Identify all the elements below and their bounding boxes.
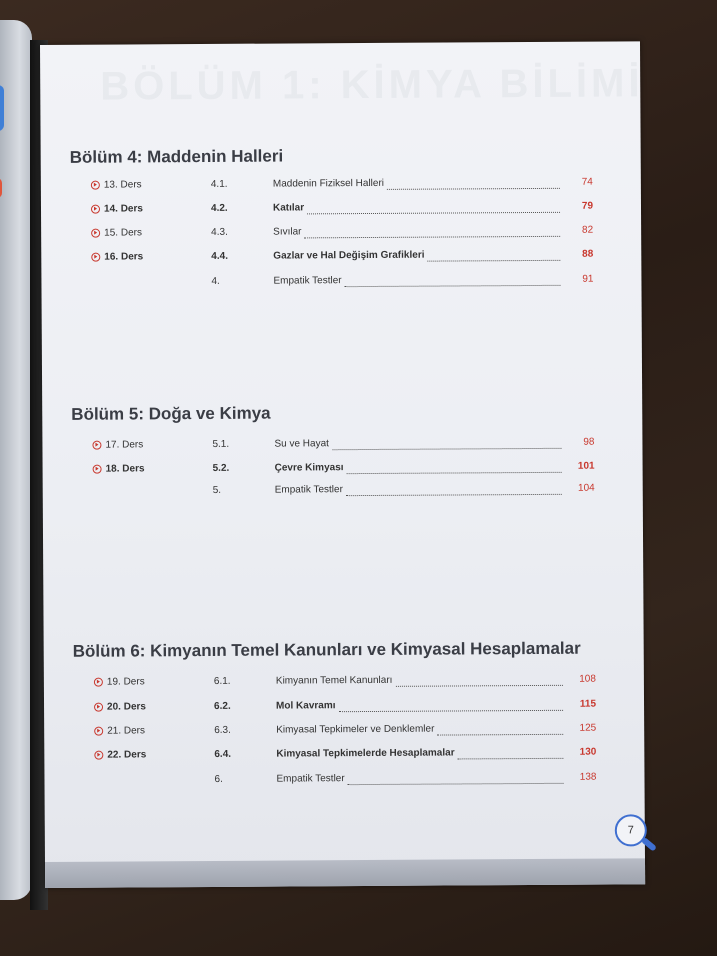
page-number: 7 <box>627 824 634 837</box>
dot-leader <box>332 448 561 450</box>
topic-page-number: 91 <box>582 273 594 285</box>
dot-leader <box>339 710 563 712</box>
lesson-label <box>94 725 145 736</box>
topic-page-number: 138 <box>579 771 597 783</box>
topic-page-number: 108 <box>579 673 596 685</box>
dot-leader <box>428 260 561 262</box>
lesson-number: 20. Ders <box>107 701 147 713</box>
topic-page-number: 74 <box>581 176 593 188</box>
topic-code: 4. <box>211 275 220 287</box>
topic-page-number: 88 <box>582 248 594 260</box>
lesson-number: 17. Ders <box>105 439 144 451</box>
dot-leader <box>307 212 560 215</box>
topic-title: Kimyasal Tepkimeler ve Denklemler <box>276 723 435 736</box>
lesson-label <box>94 701 146 712</box>
section-title: Bölüm 6: Kimyanın Temel Kanunları ve Kimyasal Hesaplamalar <box>72 638 581 661</box>
toc-row[interactable] <box>41 248 641 270</box>
magnifier-handle-icon <box>641 837 657 852</box>
toc-row[interactable] <box>41 176 641 198</box>
lesson-number: 18. Ders <box>105 463 145 475</box>
topic-code: 5.1. <box>212 438 230 450</box>
lesson-number: 21. Ders <box>107 725 146 737</box>
topic-page-number: 115 <box>579 698 597 710</box>
topic-code: 6.1. <box>213 675 231 687</box>
topic-title: Su ve Hayat <box>274 438 329 450</box>
topic-code: 6.2. <box>214 700 231 712</box>
play-circle-icon <box>91 205 100 214</box>
topic-page-number: 104 <box>577 482 595 494</box>
lesson-number: 15. Ders <box>104 227 142 239</box>
lesson-label <box>91 203 143 214</box>
section-title: Bölüm 4: Maddenin Halleri <box>69 146 284 167</box>
toc-row[interactable] <box>43 460 643 482</box>
play-circle-icon <box>94 727 103 736</box>
topic-code: 6.3. <box>214 724 231 736</box>
previous-page-edge <box>0 20 32 900</box>
lesson-number: 14. Ders <box>103 203 143 215</box>
topic-code: 4.3. <box>211 226 228 238</box>
topic-title: Mol Kavramı <box>276 700 336 712</box>
lesson-label <box>91 179 142 190</box>
topic-title: Kimyanın Temel Kanunları <box>275 674 393 687</box>
lesson-label <box>91 227 142 238</box>
lesson-number: 19. Ders <box>106 676 145 688</box>
dot-leader <box>437 734 563 736</box>
dot-leader <box>458 758 564 760</box>
section-title: Bölüm 5: Doğa ve Kimya <box>71 403 271 424</box>
dot-leader <box>346 494 562 496</box>
topic-page-number: 79 <box>581 200 594 212</box>
dot-leader <box>345 285 561 287</box>
topic-code: 4.4. <box>211 250 229 262</box>
dot-leader <box>347 472 562 474</box>
play-circle-icon <box>91 253 100 262</box>
play-circle-icon <box>94 678 103 687</box>
topic-page-number: 82 <box>581 224 594 236</box>
topic-title: Kimyasal Tepkimelerde Hesaplamalar <box>276 747 455 760</box>
dot-leader <box>387 188 560 190</box>
previous-page-blue-tab <box>0 85 4 131</box>
show-through-heading: BÖLÜM 1: KİMYA BİLİMİ <box>100 61 644 109</box>
lesson-label <box>92 439 143 450</box>
play-circle-icon <box>91 229 100 238</box>
topic-code: 5. <box>212 484 222 496</box>
toc-row[interactable] <box>44 771 644 793</box>
lesson-label <box>93 463 145 474</box>
toc-row[interactable] <box>43 482 643 504</box>
topic-code: 5.2. <box>212 462 230 474</box>
topic-title: Empatik Testler <box>273 275 342 287</box>
lesson-label <box>94 749 146 760</box>
play-circle-icon <box>91 181 100 190</box>
topic-title: Maddenin Fiziksel Halleri <box>272 177 385 190</box>
table-of-contents-page <box>40 41 645 888</box>
topic-page-number: 98 <box>583 436 595 448</box>
lesson-number: 22. Ders <box>107 749 147 761</box>
lesson-label <box>94 676 145 687</box>
play-circle-icon <box>93 465 102 474</box>
topic-page-number: 130 <box>579 746 597 758</box>
topic-code: 4.2. <box>210 202 228 214</box>
dot-leader <box>305 236 561 239</box>
topic-code: 6. <box>214 773 223 785</box>
toc-row[interactable] <box>41 224 641 246</box>
lesson-number: 16. Ders <box>104 251 144 263</box>
topic-code: 6.4. <box>214 748 232 760</box>
toc-row[interactable] <box>44 698 644 720</box>
lesson-number: 13. Ders <box>103 179 142 191</box>
previous-page-red-tab <box>0 178 2 198</box>
lesson-label <box>91 251 143 262</box>
page-footer-bar <box>45 858 645 888</box>
topic-page-number: 125 <box>579 722 597 734</box>
topic-title: Empatik Testler <box>274 484 343 496</box>
play-circle-icon <box>94 751 103 760</box>
toc-row[interactable] <box>44 673 644 695</box>
toc-row[interactable] <box>44 722 644 744</box>
topic-title: Empatik Testler <box>276 773 345 785</box>
toc-row[interactable] <box>42 436 642 458</box>
dot-leader <box>396 685 563 687</box>
topic-title: Sıvılar <box>273 226 302 238</box>
topic-code: 4.1. <box>210 178 228 190</box>
topic-page-number: 101 <box>577 460 595 472</box>
toc-row[interactable] <box>41 200 641 222</box>
toc-row[interactable] <box>41 273 641 295</box>
topic-title: Katılar <box>272 202 305 214</box>
toc-row[interactable] <box>44 746 644 768</box>
play-circle-icon <box>92 441 101 450</box>
topic-title: Çevre Kimyası <box>274 462 344 474</box>
play-circle-icon <box>94 703 103 712</box>
dot-leader <box>348 783 564 785</box>
topic-title: Gazlar ve Hal Değişim Grafikleri <box>273 249 425 262</box>
